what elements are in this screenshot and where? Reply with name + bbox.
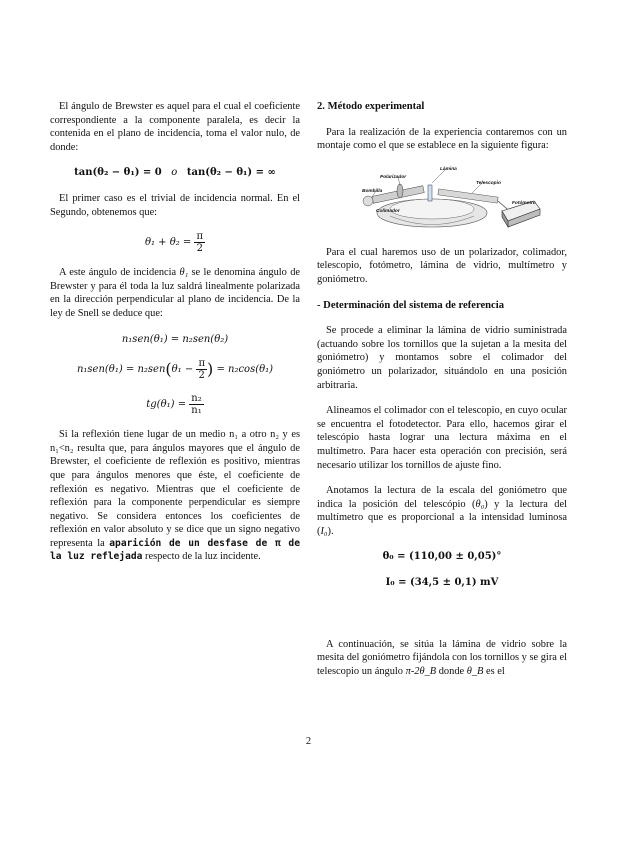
paragraph: Alineamos el colimador con el telescopio, en cuyo ocular se encuentra el fotodetector. Para ello, hacemos girar el telescópio hasta lograr una lectura máxima en el multímetro. Para hacer esta operación con precisión, será necesario utilizar los tornillos de ajuste fino. [317, 405, 567, 471]
label-polarizador: Polarizador [380, 174, 407, 180]
paragraph: Si la reflexión tiene lugar de un medio n₁ a otro n₂ y es n₁<n₂ resulta que, para ángulos mayores que el ángulo de Brewster, el coeficiente de reflexión es positivo, mientras que para ángulos menores que éste, el coeficiente de reflexión es negativo. Mientras que el coeficiente de reflexión para la componente perpendicular es siempre negativo. Se considera entonces los coeficientes de reflexión en valor absoluto y se dice que un signo negativo representa la aparición de un desfase de π de la luz reflejada respecto de la luz incidente. [50, 429, 300, 563]
experimental-setup-figure [342, 161, 542, 236]
paragraph: Para la realización de la experiencia contaremos con un montaje como el que se establece en la siguiente figura: [317, 126, 567, 152]
label-telescopio: Telescopio [476, 180, 501, 186]
equation-snell: n₁sen(θ₁) = n₂sen(θ₂) [121, 333, 229, 345]
paragraph: El ángulo de Brewster es aquel para el cual el coeficiente correspondiente a la componente paralela, es decir la contenida en el plano de incidencia, toma el valor nulo, de donde: [50, 101, 300, 153]
subsection-heading: - Determinación del sistema de referencia [317, 299, 505, 311]
paragraph: A continuación, se sitúa la lámina de vidrio sobre la mesita del goniómetro fijándola con los tornillos y se gira el telescopio un ángulo π-2θ_B donde θ_B es el [317, 638, 567, 677]
equation-brewster-tangent: tg(θ₁) = $\frac{\text{n₂}}{\text{n₁}}$ [146, 393, 202, 417]
equation-snell-expanded: n₁sen(θ₁) = n₂sen(θ₁ − $\frac{\pi}{2}$ ) = n₂cos(θ₁) [76, 358, 274, 382]
page-number: 2 [305, 736, 312, 747]
paragraph: El primer caso es el trivial de incidencia normal. En el Segundo, obtenemos que: [50, 192, 300, 218]
paragraph: Anotamos la lectura de la escala del goniómetro que indica la posición del telescópio (θ₀) y la lectura del multímetro que es proporcional a la intensidad luminosa (I₀). [317, 485, 567, 537]
equation-angle-sum: θ₁ + θ₂ = $\frac{\pi}{2}$ [144, 231, 204, 255]
right-column [317, 100, 567, 678]
equation-i0: I₀ = (34,5 ± 0,1) mV [385, 577, 499, 589]
label-lamina: Lámina [440, 166, 457, 172]
equation-theta0: θ₀ = (110,00 ± 0,05)° [382, 551, 502, 563]
paragraph: A este ángulo de incidencia θ₁ se le denomina ángulo de Brewster y para él toda la luz saldrá linealmente polarizada en la dirección perpendicular al plano de incidencia. De la ley de Snell se deduce que: [50, 267, 300, 319]
left-column [50, 100, 300, 564]
label-bombilla: Bombilla [362, 188, 383, 194]
paragraph: Se procede a eliminar la lámina de vidrio suministrada (actuando sobre los tornillos que la sujetan a la mesita del goniómetro) y montamos sobre el colimador del goniómetro un polarizador, situándolo en una posición arbitraria. [317, 325, 567, 391]
section-heading: 2. Método experimental [317, 101, 425, 112]
paragraph: Para el cual haremos uso de un polarizador, colimador, telescopio, fotómetro, lámina de vidrio, multímetro y goniómetro. [317, 246, 567, 285]
equation-brewster-condition: tan(θ₂ − θ₁) = 0 o tan(θ₂ − θ₁) = ∞ [74, 167, 276, 179]
label-colimador: Colimador [376, 208, 400, 214]
label-fotometro: Fotómetro [512, 200, 536, 206]
